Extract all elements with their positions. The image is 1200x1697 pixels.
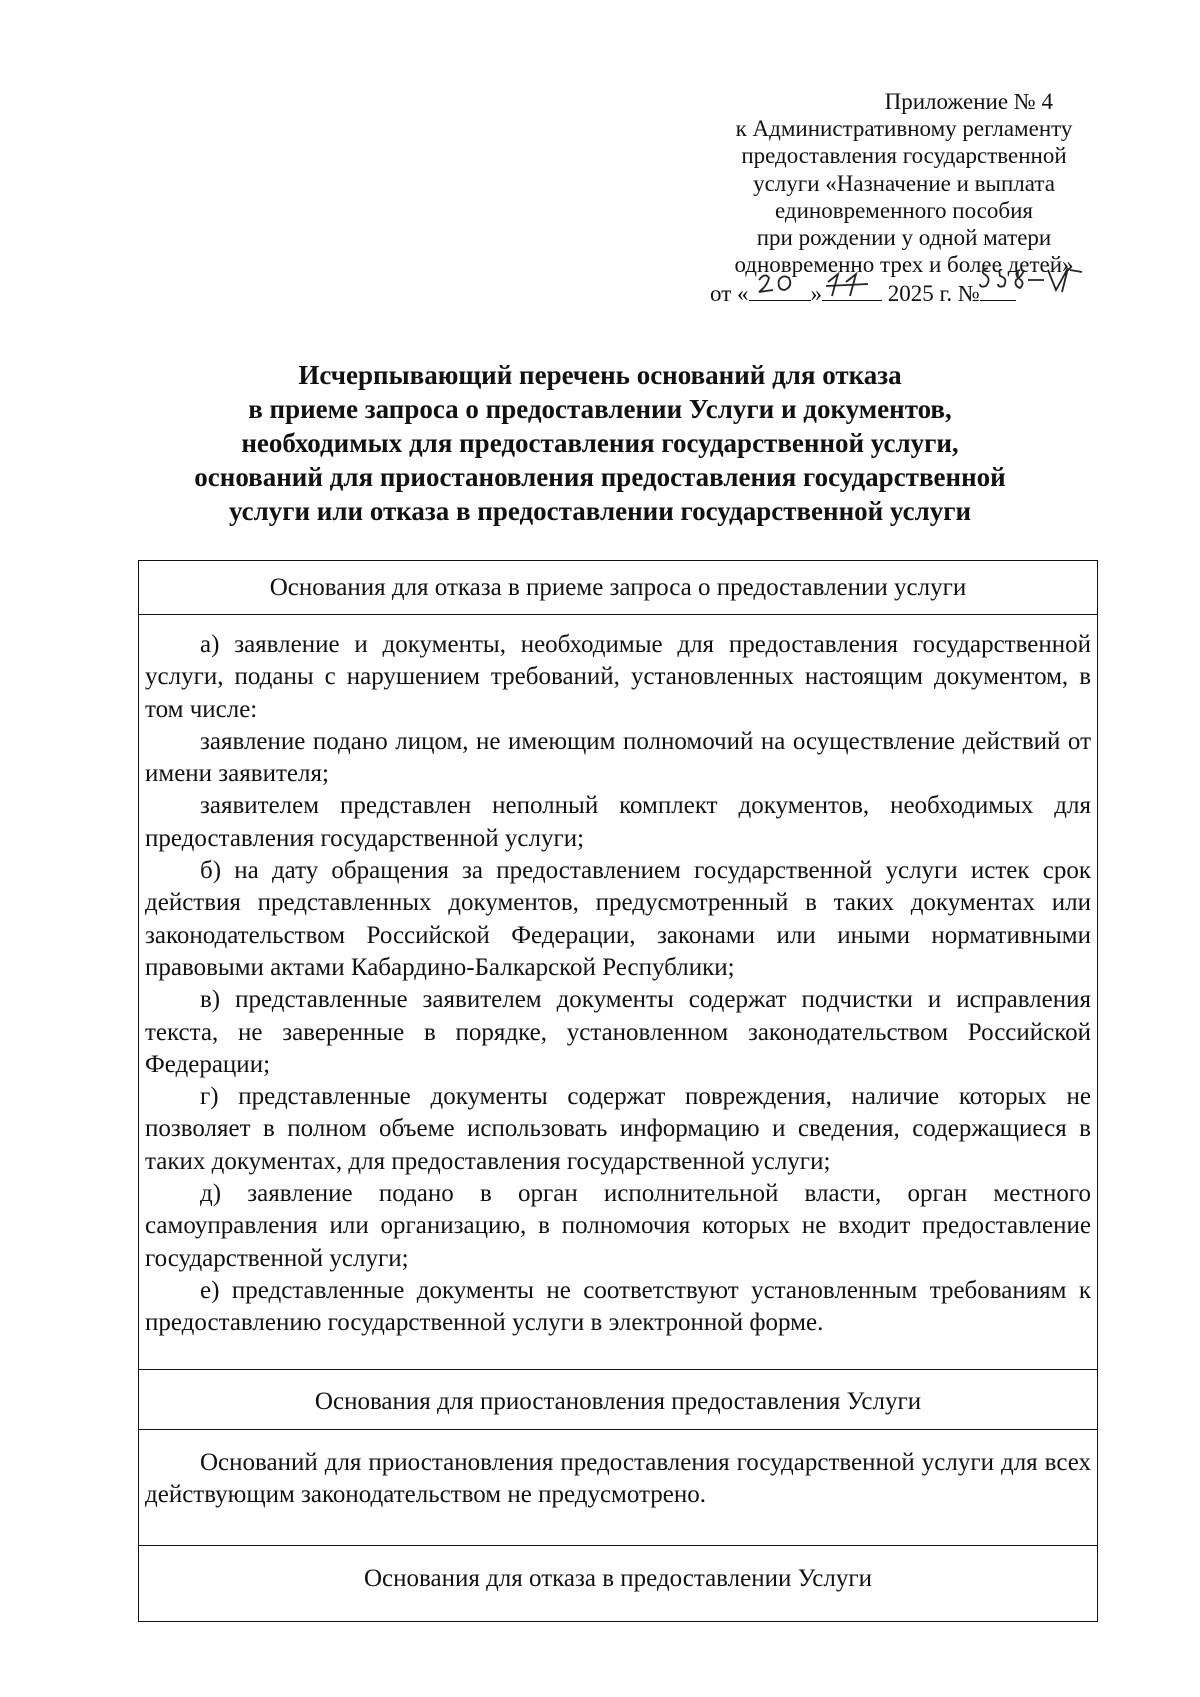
- appendix-date-line: [710, 278, 1108, 307]
- title-line: в приеме запроса о предоставлении Услуги и документов,: [248, 394, 952, 424]
- title-line: необходимых для предоставления государственной услуги,: [241, 428, 959, 458]
- title-line: услуги или отказа в предоставлении государственной услуги: [228, 496, 972, 526]
- table-divider: [139, 1369, 1097, 1370]
- date-mid: »: [810, 281, 822, 307]
- day-field: [749, 278, 811, 301]
- table-divider: [139, 1429, 1097, 1430]
- ground-item-d: д) заявление подано в орган исполнительной власти, орган местного самоуправления или организацию, в полномочия которых не входит предоставление государственной услуги;: [145, 1180, 1091, 1272]
- ground-item-e: е) представленные документы не соответствуют установленным требованиям к предоставлению государственной услуги в электронной форме.: [145, 1276, 1091, 1337]
- ground-item-b: б) на дату обращения за предоставлением государственной услуги истек срок действия представленных документов, предусмотренный в таких документах или законодательством Российской Федерации, законами или иными нормативными правовыми актами Кабардино-Балкарской Республики;: [145, 857, 1091, 981]
- ground-item-g: г) представленные документы содержат повреждения, наличие которых не позволяет в полном объеме использовать информацию и сведения, содержащиеся в таких документах, для предоставления государственной услуги;: [145, 1083, 1091, 1175]
- table-divider: [139, 614, 1097, 615]
- appendix-line: предоставления государственной: [741, 143, 1067, 169]
- appendix-line: единовременного пособия: [775, 197, 1033, 223]
- appendix-number: Приложение № 4: [884, 89, 1053, 114]
- suspension-text: Оснований для приостановления предоставления государственной услуги для всех действующим законодательством не предусмотрено.: [145, 1449, 1091, 1508]
- section-refusal-acceptance-heading: Основания для отказа в приеме запроса о предоставлении услуги: [269, 574, 967, 601]
- ground-subitem: заявление подано лицом, не имеющим полномочий на осуществление действий от имени заявителя;: [145, 727, 1091, 788]
- appendix-line: при рождении у одной матери: [756, 225, 1052, 251]
- section-refusal-acceptance-body: [145, 629, 1091, 1340]
- section-suspension-body: [145, 1447, 1091, 1511]
- handwritten-month: [824, 270, 880, 300]
- section-refusal-service-heading: Основания для отказа в предоставлении Услуги: [363, 1565, 873, 1592]
- month-field: [822, 278, 882, 301]
- appendix-line: услуги «Назначение и выплата: [753, 170, 1055, 196]
- handwritten-number-signature: [978, 264, 1098, 304]
- appendix-header: [700, 88, 1108, 308]
- date-prefix: от «: [710, 281, 749, 307]
- appendix-line: одновременно трех и более детей»: [734, 252, 1074, 278]
- handwritten-day: [755, 270, 807, 298]
- ground-item-a: а) заявление и документы, необходимые для предоставления государственной услуги, поданы с нарушением требований, установленных настоящим документом, в том числе:: [145, 631, 1091, 723]
- section-suspension-heading: Основания для приостановления предоставления Услуги: [314, 1388, 922, 1415]
- ground-subitem: заявителем представлен неполный комплект документов, необходимых для предоставления государственной услуги;: [145, 792, 1091, 852]
- ground-item-v: в) представленные заявителем документы содержат подчистки и исправления текста, не заверенные в порядке, установленном законодательством Российской Федерации;: [145, 986, 1091, 1078]
- title-line: Исчерпывающий перечень оснований для отказа: [298, 360, 902, 390]
- table-divider: [139, 1545, 1097, 1546]
- title-line: оснований для приостановления предоставления государственной: [194, 462, 1006, 492]
- date-year: 2025 г. №: [887, 281, 980, 307]
- appendix-line: к Административному регламенту: [735, 116, 1073, 142]
- grounds-table: [138, 560, 1098, 1622]
- document-title: [150, 358, 1050, 528]
